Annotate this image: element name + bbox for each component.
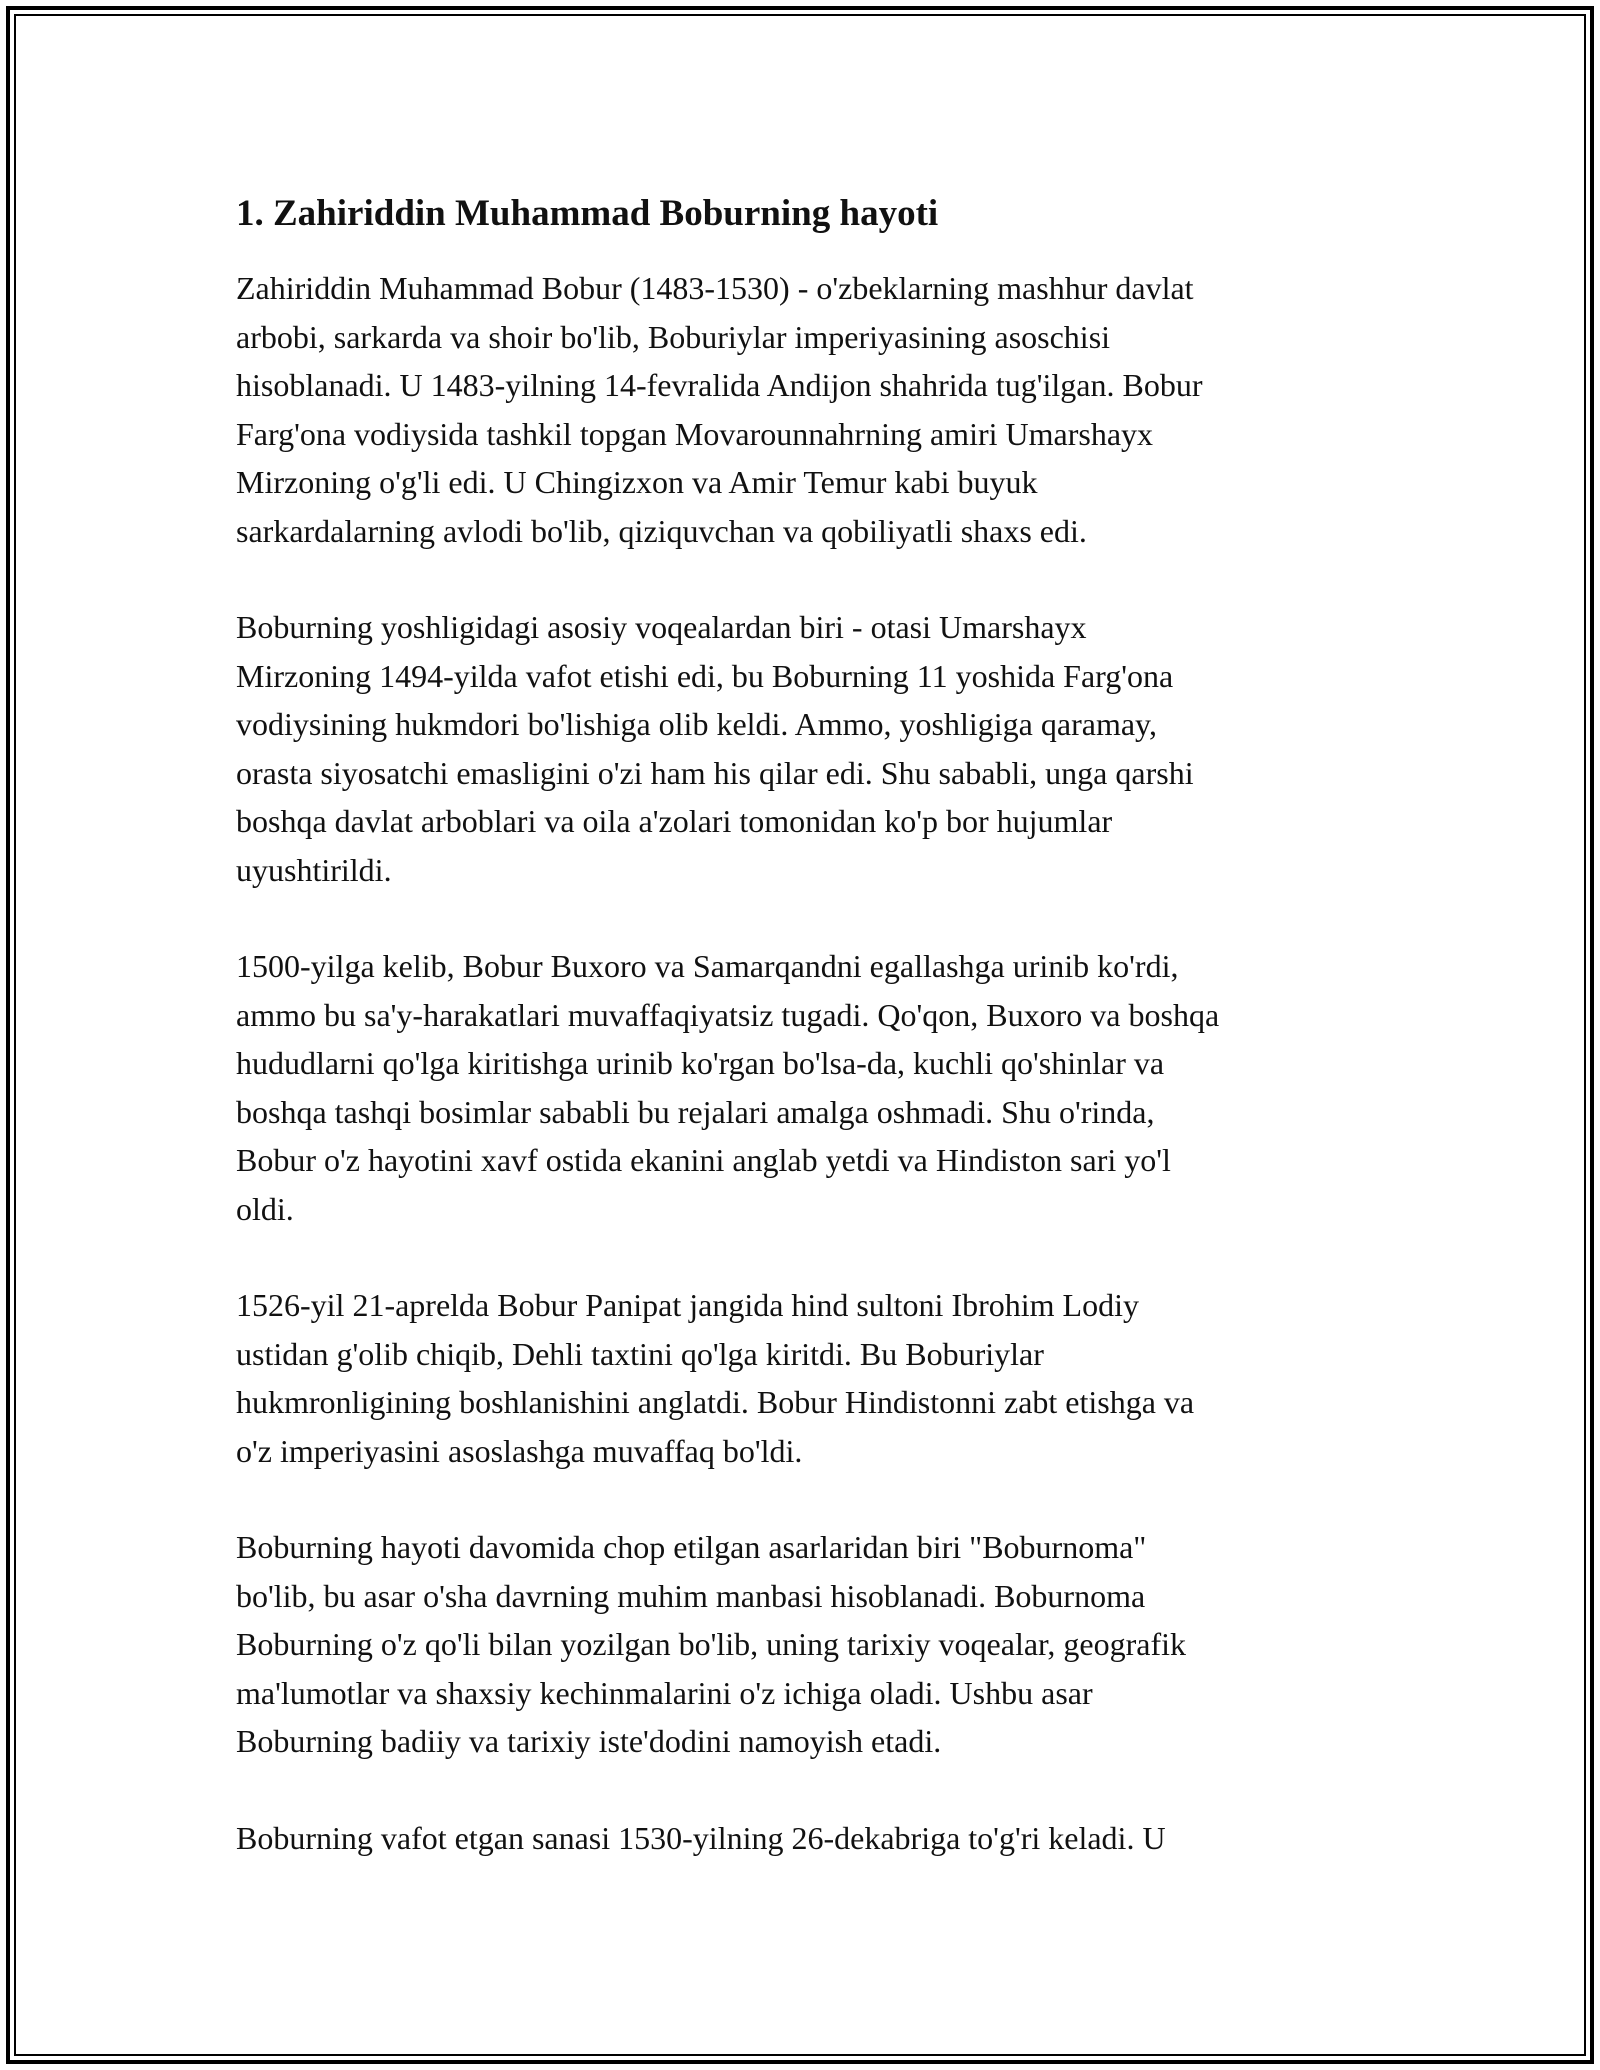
paragraph-1: Zahiriddin Muhammad Bobur (1483-1530) - o'zbeklarning mashhur davlat arbobi, sarkarda va shoir bo'lib, Boburiylar imperiyasining asoschisi hisoblanadi. U 1483-yilning 14-fevralida Andijon shahrida tug'ilgan. Bobur Farg'ona vodiysida tashkil topgan Movarounnahrning amiri Umarshayx Mirzoning o'g'li edi. U Chingizxon va Amir Temur kabi buyuk sarkardalarning avlodi bo'lib, qiziquvchan va qobiliyatli shaxs edi. xyxy=(236,270,1203,549)
paragraph-5: Boburning hayoti davomida chop etilgan asarlaridan biri "Boburnoma" bo'lib, bu asar o'sha davrning muhim manbasi hisoblanadi. Boburnoma Boburning o'z qo'li bilan yozilgan bo'lib, uning tarixiy voqealar, geografik ma'lumotlar va shaxsiy kechinmalarini o'z ichiga oladi. Ushbu asar Boburning badiiy va tarixiy iste'dodini namoyish etadi. xyxy=(236,1529,1187,1759)
paragraph-4: 1526-yil 21-aprelda Bobur Panipat jangida hind sultoni Ibrohim Lodiy ustidan g'olib chiqib, Dehli taxtini qo'lga kiritdi. Bu Boburiylar hukmronligining boshlanishini anglatdi. Bobur Hindistonni zabt etishga va o'z imperiyasini asoslashga muvaffaq bo'ldi. xyxy=(236,1287,1195,1469)
section-heading: 1. Zahiriddin Muhammad Boburning hayoti xyxy=(236,193,939,234)
paragraph-3: 1500-yilga kelib, Bobur Buxoro va Samarqandni egallashga urinib ko'rdi, ammo bu sa'y-harakatlari muvaffaqiyatsiz tugadi. Qo'qon, Buxoro va boshqa hududlarni qo'lga kiritishga urinib ko'rgan bo'lsa-da, kuchli qo'shinlar va boshqa tashqi bosimlar sababli bu rejalari amalga oshmadi. Shu o'rinda, Bobur o'z hayotini xavf ostida ekanini anglab yetdi va Hindiston sari yo'l oldi. xyxy=(236,948,1220,1227)
paragraph-2: Boburning yoshligidagi asosiy voqealardan biri - otasi Umarshayx Mirzoning 1494-yilda vafot etishi edi, bu Boburning 11 yoshida Farg'ona vodiysining hukmdori bo'lishiga olib keldi. Ammo, yoshligiga qaramay, orasta siyosatchi emasligini o'zi ham his qilar edi. Shu sababli, unga qarshi boshqa davlat arboblari va oila a'zolari tomonidan ko'p bor hujumlar uyushtirildi. xyxy=(236,609,1194,888)
paragraph-6: Boburning vafot etgan sanasi 1530-yilning 26-dekabriga to'g'ri keladi. U xyxy=(236,1819,1166,1856)
document-body xyxy=(236,186,1376,1862)
